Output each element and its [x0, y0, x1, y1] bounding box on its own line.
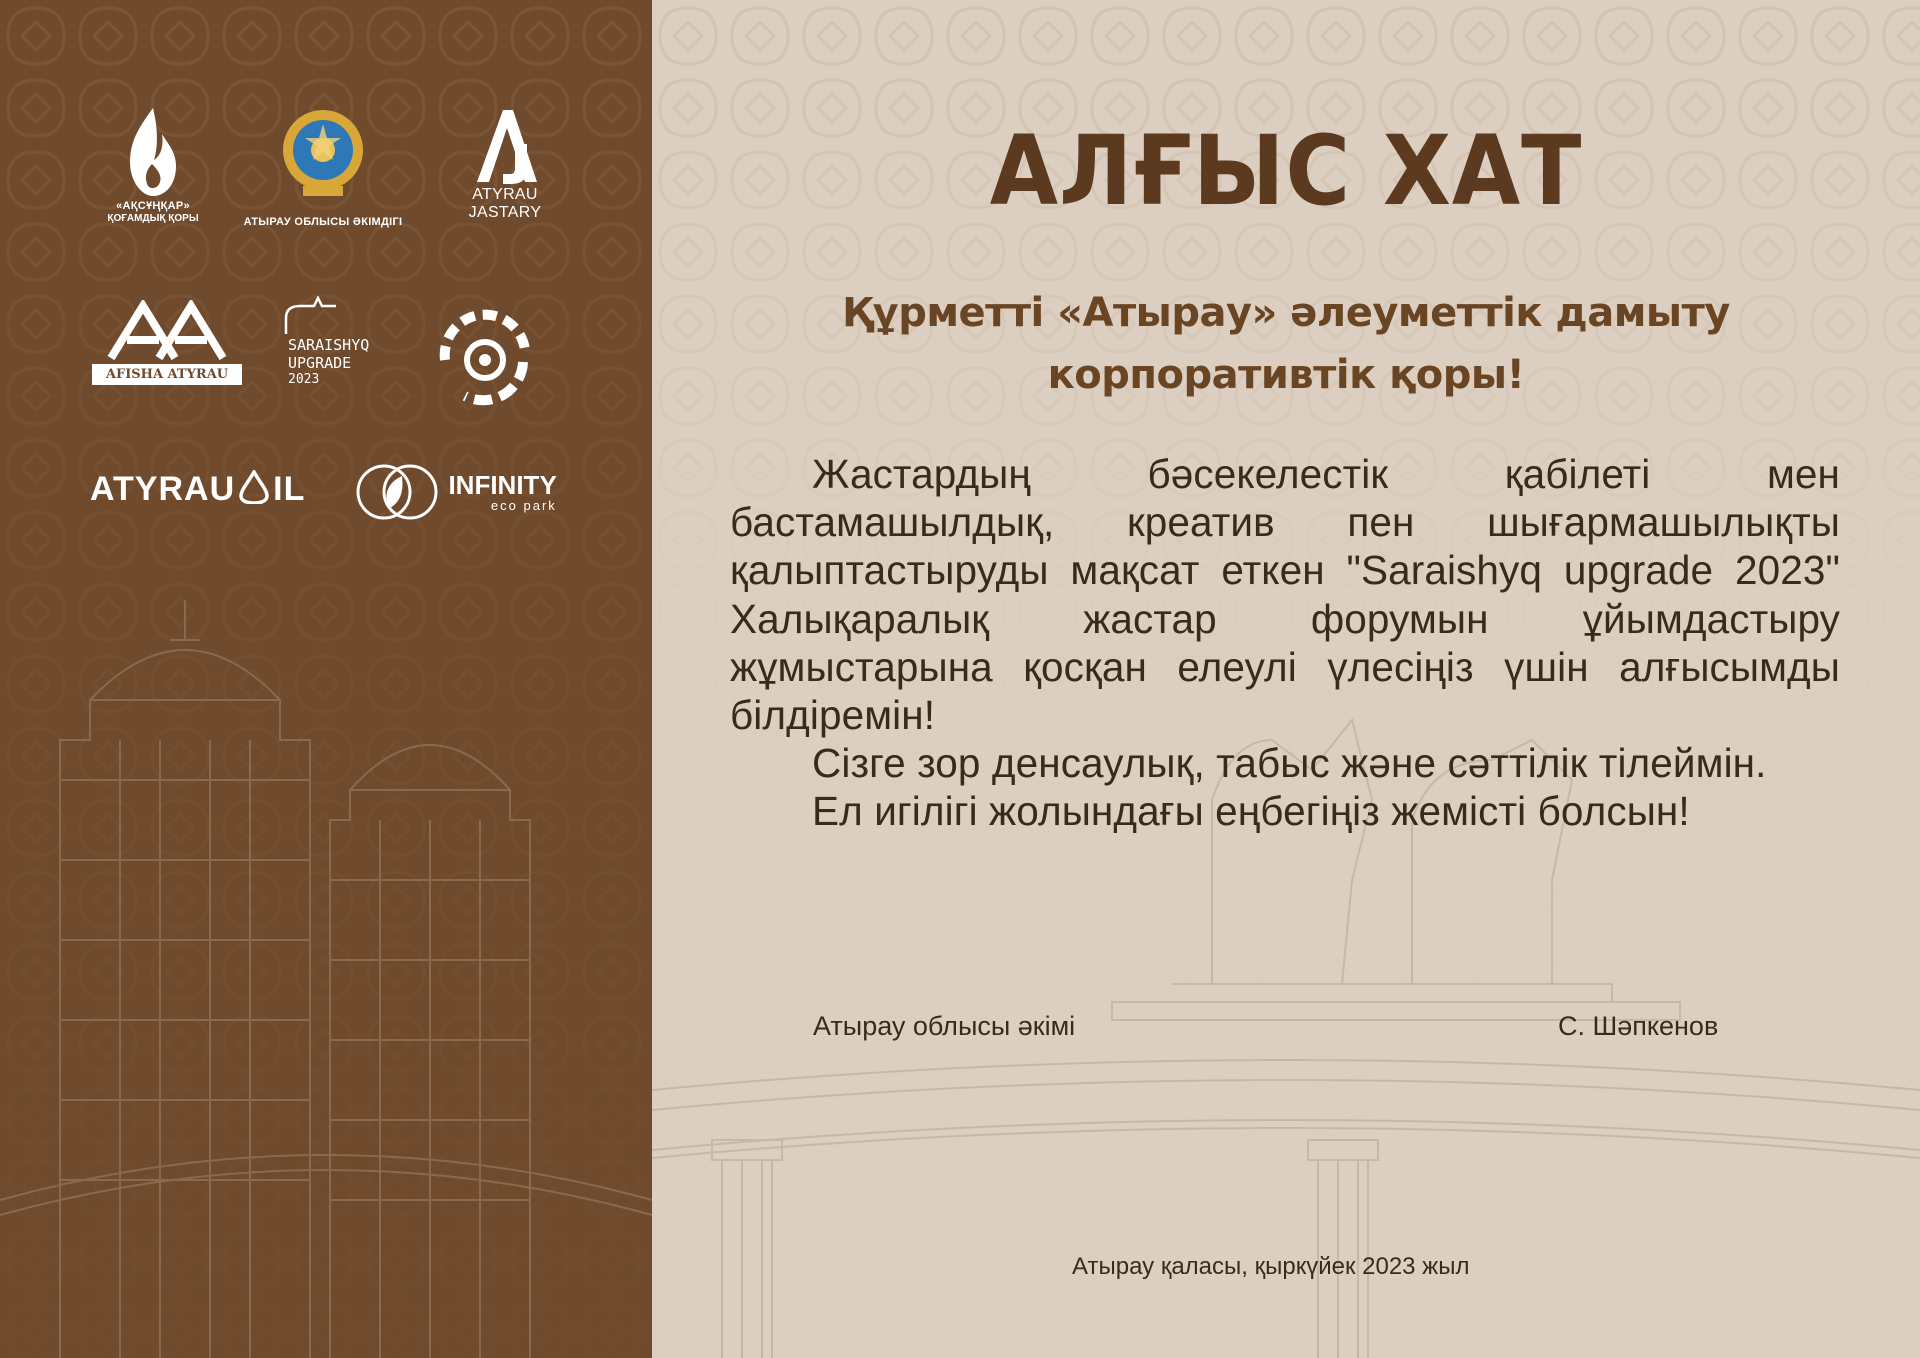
circular-seal-icon	[425, 300, 545, 410]
afisha-atyrau-logo	[92, 300, 242, 385]
infinity-logo	[354, 462, 574, 522]
saraishyq-line3: 2023	[288, 372, 320, 387]
signer-position: Атырау облысы әкімі	[813, 1011, 1076, 1041]
place-and-date: Атырау қаласы, қыркүйек 2023 жыл	[1072, 1253, 1470, 1280]
letter-paragraph-2: Сізге зор денсаулық, табыс және сәттілік тілеймін.	[812, 740, 1767, 787]
saraishyq-logo	[280, 296, 380, 388]
saraishyq-line1: SARAISHYQ	[288, 336, 370, 354]
atyrau-jastary-logo	[440, 104, 570, 222]
afisha-mark-icon	[97, 300, 237, 362]
left-panel	[0, 0, 652, 1358]
aksunkar-subtitle: ҚОҒАМДЫҚ ҚОРЫ	[107, 213, 199, 224]
addressee	[740, 282, 1832, 406]
addressee-line-2: корпоративтік қоры!	[1047, 352, 1525, 398]
atyrau-oil-text-b: IL	[273, 470, 306, 508]
afisha-name: AFISHA ATYRAU	[92, 364, 242, 385]
infinity-name: INFINITY	[448, 470, 557, 500]
atyrau-oil-logo	[90, 470, 330, 509]
akimat-logo	[228, 104, 418, 229]
saraishyq-line2: UPGRADE	[288, 354, 352, 372]
aj-monogram-icon	[467, 104, 543, 186]
letter-body	[730, 450, 1840, 836]
letter-paragraph-3: Ел игілігі жолындағы еңбегіңіз жемісті болсын!	[812, 788, 1690, 835]
state-emblem-icon	[277, 104, 369, 200]
dome-outline-icon	[280, 296, 360, 336]
aksunkar-logo	[88, 104, 218, 225]
akimat-name: АТЫРАУ ОБЛЫСЫ ӘКІМДІГІ	[243, 216, 403, 228]
atyrau-jastary-line2: JASTARY	[468, 204, 542, 221]
letter-paragraph-1: Жастардың бәсекелестік қабілеті мен бастамашылдық, креатив пен шығармашылықты қалыптастыруды мақсат еткен "Saraishyq upgrade 2023" Халықаралық жастар форумын ұйымдастыру жұмыстарына қосқан елеулі үлесіңіз үшін алғысымды білдіремін!	[730, 451, 1840, 739]
leaf-rings-icon	[354, 462, 440, 522]
aksunkar-name: «АҚСҰҢҚАР»	[116, 200, 190, 212]
atyrau-jastary-line1: ATYRAU	[472, 186, 538, 203]
signer-name: С. Шәпкенов	[1558, 1011, 1719, 1041]
atyrau-oil-text-a: ATYRAU	[90, 470, 236, 508]
addressee-line-1: Құрметті «Атырау» әлеуметтік дамыту	[842, 290, 1730, 336]
infinity-subtitle: eco park	[490, 498, 557, 513]
flame-icon	[118, 104, 188, 200]
forum-seal-logo	[420, 300, 550, 410]
oil-drop-icon	[237, 470, 271, 504]
certificate-title: АЛҒЫС ХАТ	[989, 115, 1583, 227]
